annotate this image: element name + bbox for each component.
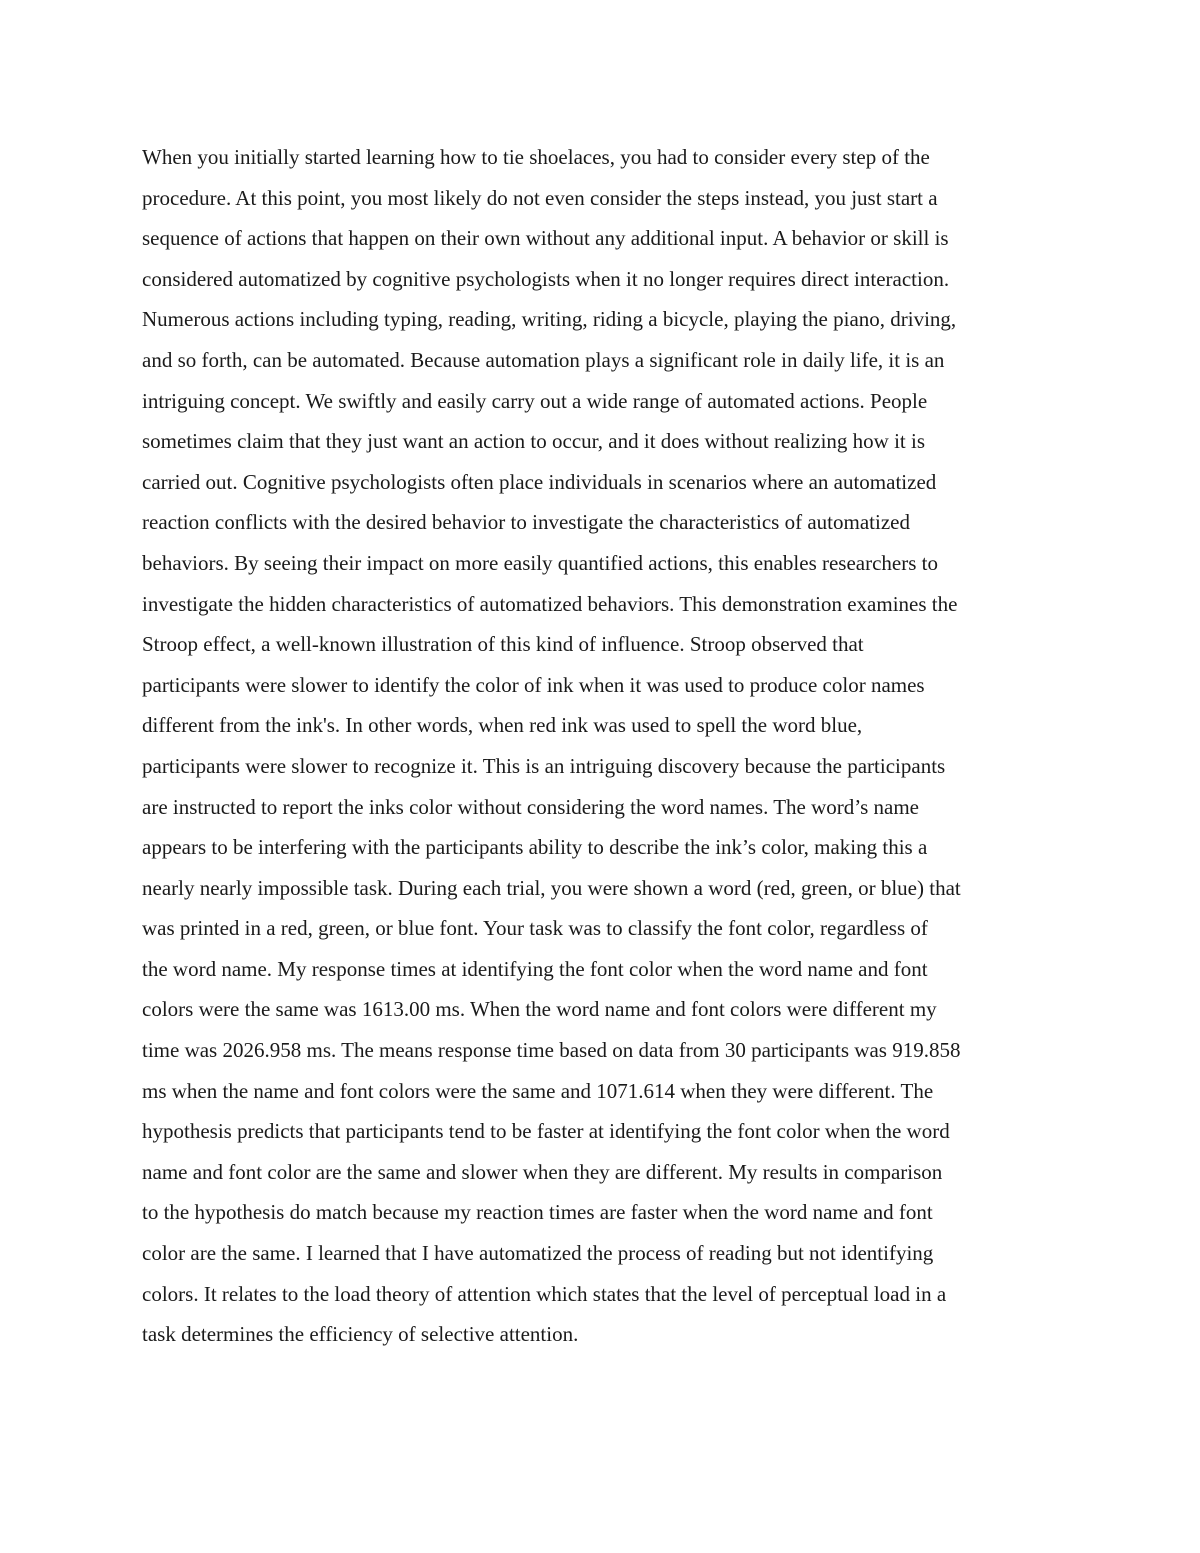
paragraph-line: carried out. Cognitive psychologists often place individuals in scenarios where an automatized: [142, 469, 937, 494]
paragraph-line: When you initially started learning how to tie shoelaces, you had to consider every step of the: [142, 145, 930, 169]
paragraph-line: procedure. At this point, you most likely do not even consider the steps instead, you just start a: [142, 185, 938, 210]
paragraph-line: different from the ink's. In other words, when red ink was used to spell the word blue,: [142, 713, 863, 738]
paragraph-line: ms when the name and font colors were the same and 1071.614 when they were different. The: [142, 1078, 934, 1103]
paragraph-line: behaviors. By seeing their impact on more easily quantified actions, this enables researchers to: [142, 550, 939, 575]
paragraph-line: time was 2026.958 ms. The means response time based on data from 30 participants was 919.858: [142, 1038, 961, 1063]
paragraph-line: reaction conflicts with the desired behavior to investigate the characteristics of automatized: [142, 510, 910, 535]
paragraph-line: Stroop effect, a well-known illustration of this kind of influence. Stroop observed that: [142, 632, 864, 657]
paragraph-line: appears to be interfering with the participants ability to describe the ink’s color, making this a: [142, 835, 928, 860]
paragraph-line: task determines the efficiency of selective attention.: [142, 1322, 579, 1347]
paragraph-line: color are the same. I learned that I have automatized the process of reading but not identifying: [142, 1241, 934, 1266]
paragraph-line: sometimes claim that they just want an action to occur, and it does without realizing how it is: [142, 429, 925, 454]
paragraph-line: sequence of actions that happen on their own without any additional input. A behavior or skill is: [142, 226, 949, 251]
paragraph-line: colors were the same was 1613.00 ms. When the word name and font colors were different my: [142, 997, 937, 1022]
paragraph-line: to the hypothesis do match because my reaction times are faster when the word name and font: [142, 1200, 933, 1225]
paragraph-line: participants were slower to identify the color of ink when it was used to produce color names: [142, 672, 925, 697]
body-paragraph: [142, 141, 1082, 1359]
paragraph-line: nearly nearly impossible task. During each trial, you were shown a word (red, green, or blue) that: [142, 875, 961, 900]
paragraph-line: name and font color are the same and slower when they are different. My results in comparison: [142, 1159, 943, 1184]
paragraph-line: considered automatized by cognitive psychologists when it no longer requires direct interaction.: [142, 266, 950, 291]
paragraph-line: the word name. My response times at identifying the font color when the word name and font: [142, 956, 928, 981]
paragraph-line: was printed in a red, green, or blue font. Your task was to classify the font color, regardless of: [142, 916, 928, 941]
paragraph-line: participants were slower to recognize it. This is an intriguing discovery because the participants: [142, 753, 946, 778]
paragraph-line: colors. It relates to the load theory of attention which states that the level of perceptual load in a: [142, 1281, 947, 1306]
paragraph-line: are instructed to report the inks color without considering the word names. The word’s name: [142, 794, 919, 819]
paragraph-line: and so forth, can be automated. Because automation plays a significant role in daily life, it is an: [142, 347, 945, 372]
paragraph-line: Numerous actions including typing, reading, writing, riding a bicycle, playing the piano, driving,: [142, 307, 957, 332]
paragraph-line: investigate the hidden characteristics of automatized behaviors. This demonstration examines the: [142, 591, 958, 616]
paragraph-line: hypothesis predicts that participants tend to be faster at identifying the font color when the word: [142, 1119, 950, 1144]
paragraph-line: intriguing concept. We swiftly and easily carry out a wide range of automated actions. People: [142, 388, 928, 413]
